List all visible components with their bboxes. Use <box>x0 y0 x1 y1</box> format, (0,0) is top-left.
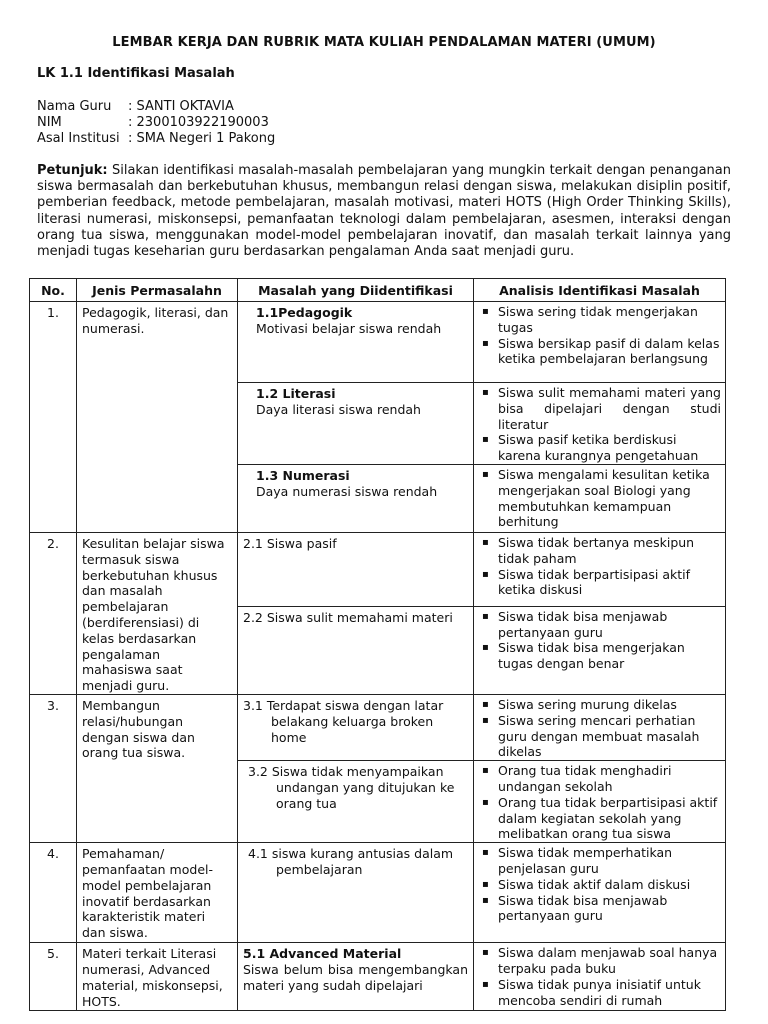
analysis-list <box>480 763 721 842</box>
analysis-item: ▪ Siswa tidak aktif dalam diskusi <box>480 877 721 893</box>
masalah-cell <box>238 843 474 943</box>
header-jenis: Jenis Permasalahn <box>77 279 238 302</box>
analysis-item: ▪ Siswa tidak bertanya meskipun tidak paham <box>480 535 721 567</box>
masalah-text: Daya numerasi siswa rendah <box>256 483 438 499</box>
analysis-list <box>480 609 721 672</box>
masalah-text: 2.2 Siswa sulit memahami materi <box>243 609 453 625</box>
analysis-item: ▪ Siswa sulit memahami materi yang bisa dipelajari dengan studi literatur <box>480 385 721 432</box>
info-row-name <box>37 99 275 115</box>
instructions <box>37 163 731 260</box>
analysis-list <box>480 845 721 924</box>
analisis-cell <box>474 383 726 465</box>
masalah-cell <box>238 302 474 383</box>
info-row-nim <box>37 115 275 131</box>
row-number: 1. <box>30 302 77 533</box>
instructions-text: Silakan identifikasi masalah-masalah pembelajaran yang mungkin terkait dengan penanganan siswa bermasalah dan berkebutuhan khusus, membangun relasi dengan siswa, melakukan disiplin positif, pemberian feedback, metode pembelajaran, masalah motivasi, materi HOTS (High Order Thinking Skills), literasi numerasi, miskonsepsi, pemanfaatan teknologi dalam pembelajaran, asesmen, interaksi dengan orang tua siswa, menggunakan model-model pembelajaran inovatif, dan masalah terkait lainnya yang menjadi tugas keseharian guru berdasarkan pengalaman Anda saat menjadi guru. <box>37 163 731 260</box>
row-jenis: Pemahaman/ pemanfaatan model-model pembelajaran inovatif berdasarkan karakteristik materi dan siswa. <box>77 843 238 943</box>
analysis-item: ▪ Siswa tidak bisa menjawab pertanyaan guru <box>480 893 721 925</box>
problem-table <box>29 278 726 1011</box>
analysis-item: ▪ Orang tua tidak menghadiri undangan sekolah <box>480 763 721 795</box>
info-value: : 2300103922190003 <box>128 115 269 130</box>
analisis-cell <box>474 943 726 1011</box>
info-label: NIM <box>37 115 62 130</box>
masalah-cell <box>238 383 474 465</box>
masalah-text: 3.2 Siswa tidak menyampaikan undangan yang ditujukan ke orang tua <box>248 764 455 811</box>
analysis-list <box>480 535 721 598</box>
info-value: : SMA Negeri 1 Pakong <box>128 131 276 146</box>
analysis-list <box>480 467 721 530</box>
document-title: LEMBAR KERJA DAN RUBRIK MATA KULIAH PENDALAMAN MATERI (UMUM) <box>112 35 656 50</box>
table-row <box>30 302 726 383</box>
table-row <box>30 694 726 760</box>
masalah-text: Motivasi belajar siswa rendah <box>256 320 442 336</box>
analysis-item: ▪ Siswa tidak bisa mengerjakan tugas dengan benar <box>480 640 721 672</box>
analisis-cell <box>474 532 726 606</box>
header-no: No. <box>30 279 77 302</box>
masalah-text: Siswa belum bisa mengembangkan materi yang sudah dipelajari <box>243 961 468 993</box>
row-jenis: Pedagogik, literasi, dan numerasi. <box>77 302 238 533</box>
header-masalah: Masalah yang Diidentifikasi <box>238 279 474 302</box>
row-number: 5. <box>30 943 77 1011</box>
header-analisis: Analisis Identifikasi Masalah <box>474 279 726 302</box>
row-jenis: Materi terkait Literasi numerasi, Advanced material, miskonsepsi, HOTS. <box>77 943 238 1011</box>
masalah-cell <box>238 761 474 843</box>
info-row-institution <box>37 131 275 147</box>
analisis-cell <box>474 761 726 843</box>
analisis-cell <box>474 843 726 943</box>
teacher-info <box>37 99 275 147</box>
masalah-cell <box>238 532 474 606</box>
analisis-cell <box>474 606 726 694</box>
analysis-list <box>480 945 721 1008</box>
masalah-cell <box>238 943 474 1011</box>
analisis-cell <box>474 694 726 760</box>
analysis-item: ▪ Siswa sering murung dikelas <box>480 697 721 713</box>
section-subtitle: LK 1.1 Identifikasi Masalah <box>37 66 235 81</box>
analysis-item: ▪ Orang tua tidak berpartisipasi aktif dalam kegiatan sekolah yang melibatkan orang tua siswa <box>480 795 721 842</box>
table-row <box>30 943 726 1011</box>
analysis-list <box>480 697 721 760</box>
table-row <box>30 532 726 606</box>
analysis-item: ▪ Siswa tidak punya inisiatif untuk mencoba sendiri di rumah <box>480 977 721 1009</box>
masalah-heading: 1.2 Literasi <box>256 386 336 401</box>
row-jenis: Kesulitan belajar siswa termasuk siswa berkebutuhan khusus dan masalah pembelajaran (berdiferensiasi) di kelas berdasarkan pengalaman mahasiswa saat menjadi guru. <box>77 532 238 694</box>
row-jenis: Membangun relasi/hubungan dengan siswa dan orang tua siswa. <box>77 694 238 842</box>
analysis-item: ▪ Siswa pasif ketika berdiskusi karena kurangnya pengetahuan <box>480 432 721 464</box>
row-number: 2. <box>30 532 77 694</box>
analysis-list <box>480 385 721 464</box>
masalah-cell <box>238 694 474 760</box>
masalah-text: 4.1 siswa kurang antusias dalam pembelajaran <box>248 846 454 877</box>
masalah-text: 2.1 Siswa pasif <box>243 535 337 551</box>
row-number: 3. <box>30 694 77 842</box>
instructions-label: Petunjuk: <box>37 163 108 178</box>
info-label: Nama Guru <box>37 99 112 114</box>
row-number: 4. <box>30 843 77 943</box>
analisis-cell <box>474 464 726 532</box>
info-label: Asal Institusi <box>37 131 120 146</box>
masalah-text: Daya literasi siswa rendah <box>256 401 421 417</box>
analysis-item: ▪ Siswa sering tidak mengerjakan tugas <box>480 304 721 336</box>
analisis-cell <box>474 302 726 383</box>
masalah-heading: 1.1Pedagogik <box>256 305 353 320</box>
analysis-item: ▪ Siswa tidak memperhatikan penjelasan guru <box>480 845 721 877</box>
masalah-cell <box>238 464 474 532</box>
analysis-item: ▪ Siswa bersikap pasif di dalam kelas ketika pembelajaran berlangsung <box>480 336 721 368</box>
analysis-item: ▪ Siswa tidak bisa menjawab pertanyaan guru <box>480 609 721 641</box>
analysis-item: ▪ Siswa sering mencari perhatian guru dengan membuat masalah dikelas <box>480 713 721 760</box>
analysis-item: ▪ Siswa mengalami kesulitan ketika mengerjakan soal Biologi yang membutuhkan kemampuan berhitung <box>480 467 721 530</box>
analysis-item: ▪ Siswa dalam menjawab soal hanya terpaku pada buku <box>480 945 721 977</box>
info-value: : SANTI OKTAVIA <box>128 99 234 114</box>
masalah-cell <box>238 606 474 694</box>
masalah-heading: 1.3 Numerasi <box>256 467 350 483</box>
analysis-item: ▪ Siswa tidak berpartisipasi aktif ketika diskusi <box>480 567 721 599</box>
analysis-list <box>480 304 721 367</box>
table-header-row <box>30 279 726 302</box>
masalah-heading: 5.1 Advanced Material <box>243 946 402 962</box>
masalah-text: 3.1 Terdapat siswa dengan latar belakang keluarga broken home <box>243 697 444 745</box>
table-row <box>30 843 726 943</box>
